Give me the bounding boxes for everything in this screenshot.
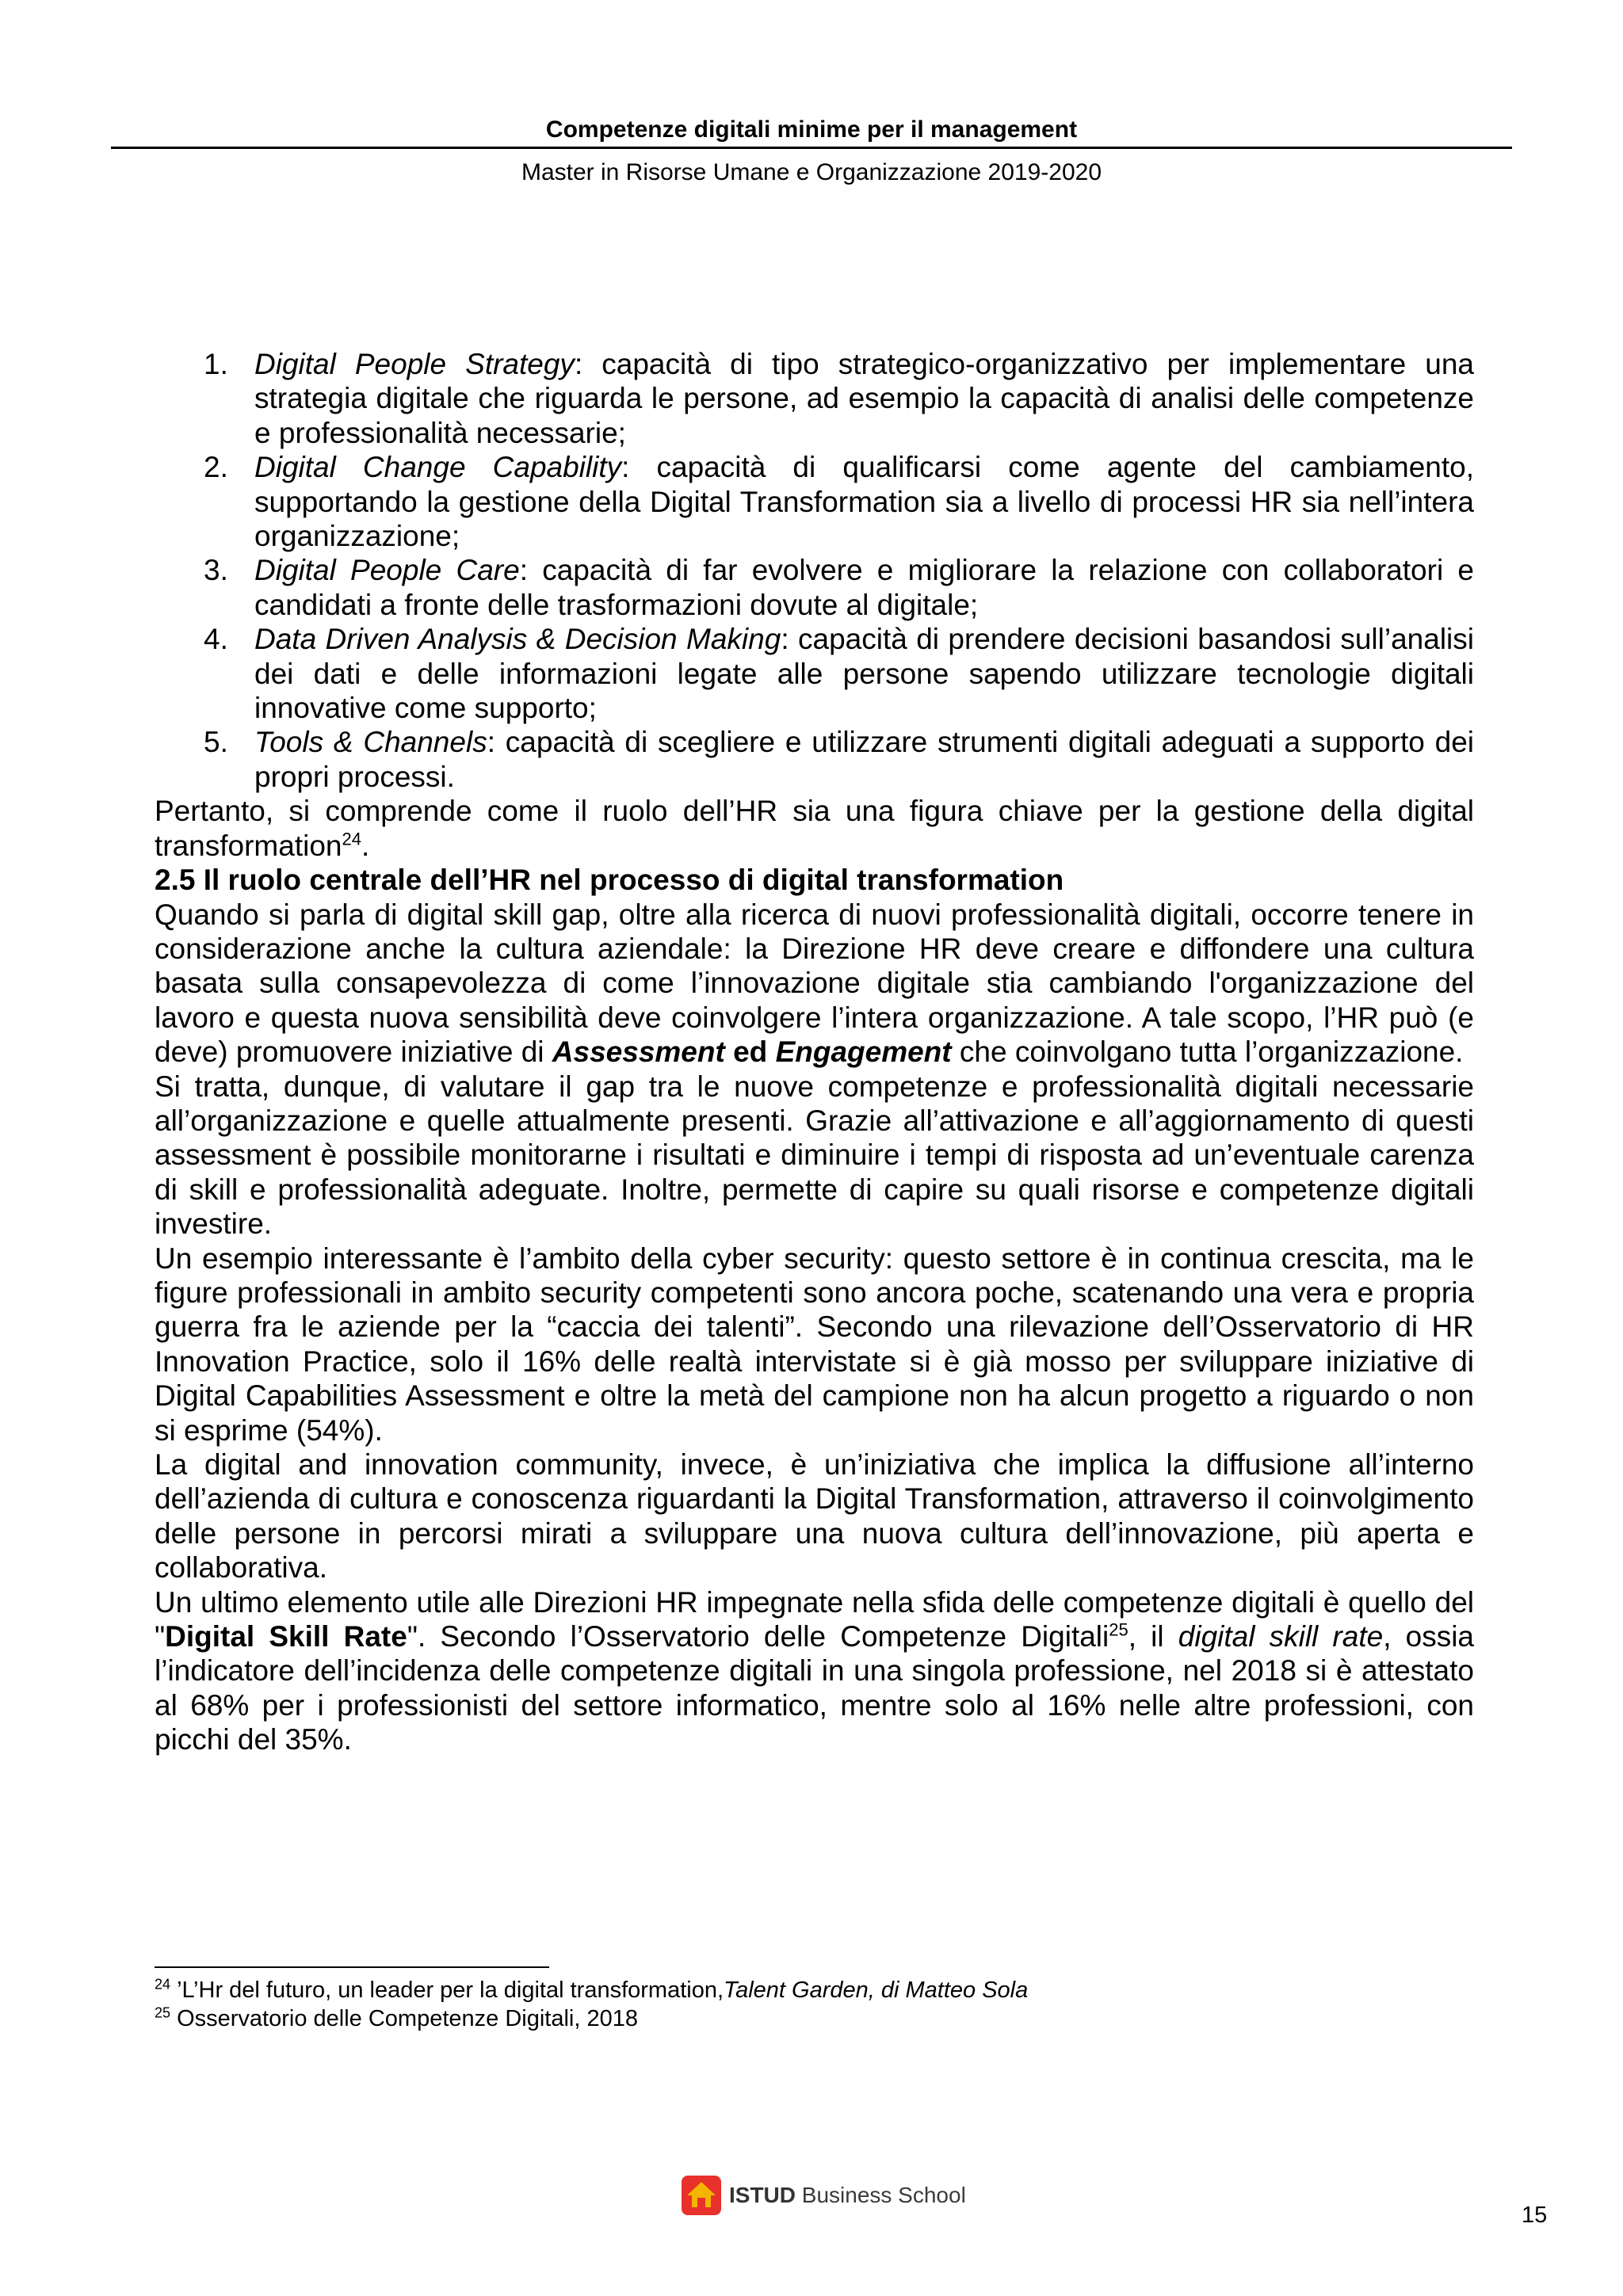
- paragraph-text: ". Secondo l’Osservatorio delle Competenze Digitali: [407, 1620, 1109, 1653]
- footnote-divider: [155, 1966, 549, 1968]
- list-term: Digital Change Capability: [254, 451, 622, 484]
- skills-list: [155, 347, 1474, 794]
- list-item: [155, 450, 1474, 553]
- list-term: Digital People Care: [254, 554, 520, 587]
- istud-logo: [682, 2176, 966, 2215]
- paragraph-skill-rate: [155, 1585, 1474, 1757]
- logo-suffix: Business School: [801, 2183, 966, 2207]
- paragraph-text: , ossia l’indicatore dell’incidenza delle competenze digitali in una singola professione, nel 2018 si è attestato al 68% per i professionisti del settore informatico, mentre solo al 16% nelle altre professioni, con picchi del 35%.: [155, 1620, 1474, 1756]
- list-item: [155, 347, 1474, 450]
- list-term: Tools & Channels: [254, 726, 487, 759]
- paragraph-text: che coinvolgano tutta l’organizzazione.: [951, 1035, 1464, 1069]
- logo-wordmark: [729, 2183, 966, 2208]
- list-term: Data Driven Analysis & Decision Making: [254, 623, 781, 656]
- term-italic: digital skill rate: [1178, 1620, 1384, 1653]
- page-number: 15: [1522, 2203, 1548, 2228]
- list-number: 3.: [204, 554, 228, 587]
- footnote-text: ’L’Hr del futuro, un leader per la digital transformation,: [170, 1978, 724, 2003]
- main-content: [155, 347, 1474, 1757]
- section-heading: 2.5 Il ruolo centrale dell’HR nel processo di digital transformation: [155, 864, 1064, 897]
- list-number: 2.: [204, 451, 228, 484]
- footnote-source: Talent Garden, di Matteo Sola: [724, 1978, 1029, 2003]
- paragraph-gap: Si tratta, dunque, di valutare il gap tra le nuove competenze e professionalità digitali necessarie all’organizzazione e quelle attualmente presenti. Grazie all’attivazione e all’aggiornamento di questi assessment è possibile monitorarne i risultati e diminuire i tempi di risposta ad un’eventuale carenza di skill e professionalità adeguate. Inoltre, permette di capire su quali risorse e competenze digitali investire.: [155, 1070, 1474, 1241]
- footnote-number: 24: [155, 1976, 171, 1993]
- istud-logo-icon: [682, 2176, 721, 2215]
- footnote-ref-25[interactable]: 25: [1109, 1619, 1128, 1640]
- logo-brand: ISTUD: [729, 2183, 796, 2207]
- list-text: : capacità di tipo strategico-organizzativo per implementare una strategia digitale che riguarda le persone, ad esempio la capacità di analisi delle competenze e professionalità necessarie;: [254, 348, 1474, 449]
- term-connector: ed: [724, 1035, 776, 1069]
- footnote-25: [155, 2004, 1474, 2033]
- list-text: : capacità di qualificarsi come agente del cambiamento, supportando la gestione della Digital Transformation sia a livello di processi HR sia nell’intera organizzazione;: [254, 451, 1474, 553]
- conclusion-text: Pertanto, si comprende come il ruolo dell’HR sia una figura chiave per la gestione della digital transformation: [155, 795, 1474, 862]
- conclusion-end: .: [361, 829, 370, 862]
- list-item: [155, 622, 1474, 725]
- footnote-number: 25: [155, 2004, 171, 2021]
- list-item: [155, 725, 1474, 794]
- footnote-ref-24[interactable]: 24: [342, 829, 361, 849]
- conclusion-paragraph: [155, 794, 1474, 863]
- list-number: 4.: [204, 623, 228, 656]
- list-item: [155, 553, 1474, 622]
- list-text: : capacità di prendere decisioni basandosi sull’analisi dei dati e delle informazioni legate alle persone sapendo utilizzare tecnologie digitali innovative come supporto;: [254, 623, 1474, 725]
- paragraph-cyber-security: Un esempio interessante è l’ambito della cyber security: questo settore è in continua crescita, ma le figure professionali in ambito security competenti sono ancora poche, scatenando una vera e propria guerra fra le aziende per la “caccia dei talenti”. Secondo una rilevazione dell’Osservatorio di HR Innovation Practice, solo il 16% delle realtà intervistate si è già mosso per sviluppare iniziative di Digital Capabilities Assessment e oltre la metà del campione non ha alcun progetto a riguardo o non si esprime (54%).: [155, 1241, 1474, 1447]
- footnote-24: [155, 1976, 1474, 2004]
- term-engagement: Engagement: [775, 1035, 952, 1069]
- paragraph-text: , il: [1128, 1620, 1178, 1653]
- header-divider: [111, 147, 1512, 149]
- paragraph-text: Quando si parla di digital skill gap, oltre alla ricerca di nuovi professionalità digitali, occorre tenere in considerazione anche la cultura aziendale: la Direzione HR deve creare e diffondere una cultura basata sulla consapevolezza di come l’innovazione digitale stia cambiando l'organizzazione del lavoro e questa nuova sensibilità deve coinvolgere l’intera organizzazione. A tale scopo, l’HR può (e deve) promuovere iniziative di: [155, 898, 1474, 1069]
- footnotes: [155, 1976, 1474, 2033]
- document-subtitle: Master in Risorse Umane e Organizzazione 2019-2020: [521, 159, 1102, 185]
- list-number: 1.: [204, 348, 228, 380]
- list-term: Digital People Strategy: [254, 348, 575, 380]
- term-digital-skill-rate: Digital Skill Rate: [165, 1620, 407, 1653]
- document-title: Competenze digitali minime per il management: [545, 116, 1078, 143]
- list-text: : capacità di scegliere e utilizzare strumenti digitali adeguati a supporto dei propri processi.: [254, 726, 1474, 793]
- term-assessment: Assessment: [552, 1035, 725, 1069]
- footnote-text: Osservatorio delle Competenze Digitali, 2018: [170, 2006, 638, 2031]
- paragraph-assessment: [155, 898, 1474, 1070]
- paragraph-community: La digital and innovation community, invece, è un’iniziativa che implica la diffusione all’interno dell’azienda di cultura e conoscenza riguardanti la Digital Transformation, attraverso il coinvolgimento delle persone in percorsi mirati a sviluppare una nuova cultura dell’innovazione, più aperta e collaborativa.: [155, 1448, 1474, 1585]
- list-number: 5.: [204, 726, 228, 759]
- paragraph-text: Un ultimo elemento utile alle Direzioni HR impegnate nella sfida delle competenze digitali è quello del ": [155, 1585, 1474, 1653]
- list-text: : capacità di far evolvere e migliorare la relazione con collaboratori e candidati a fronte delle trasformazioni dovute al digitale;: [254, 554, 1474, 621]
